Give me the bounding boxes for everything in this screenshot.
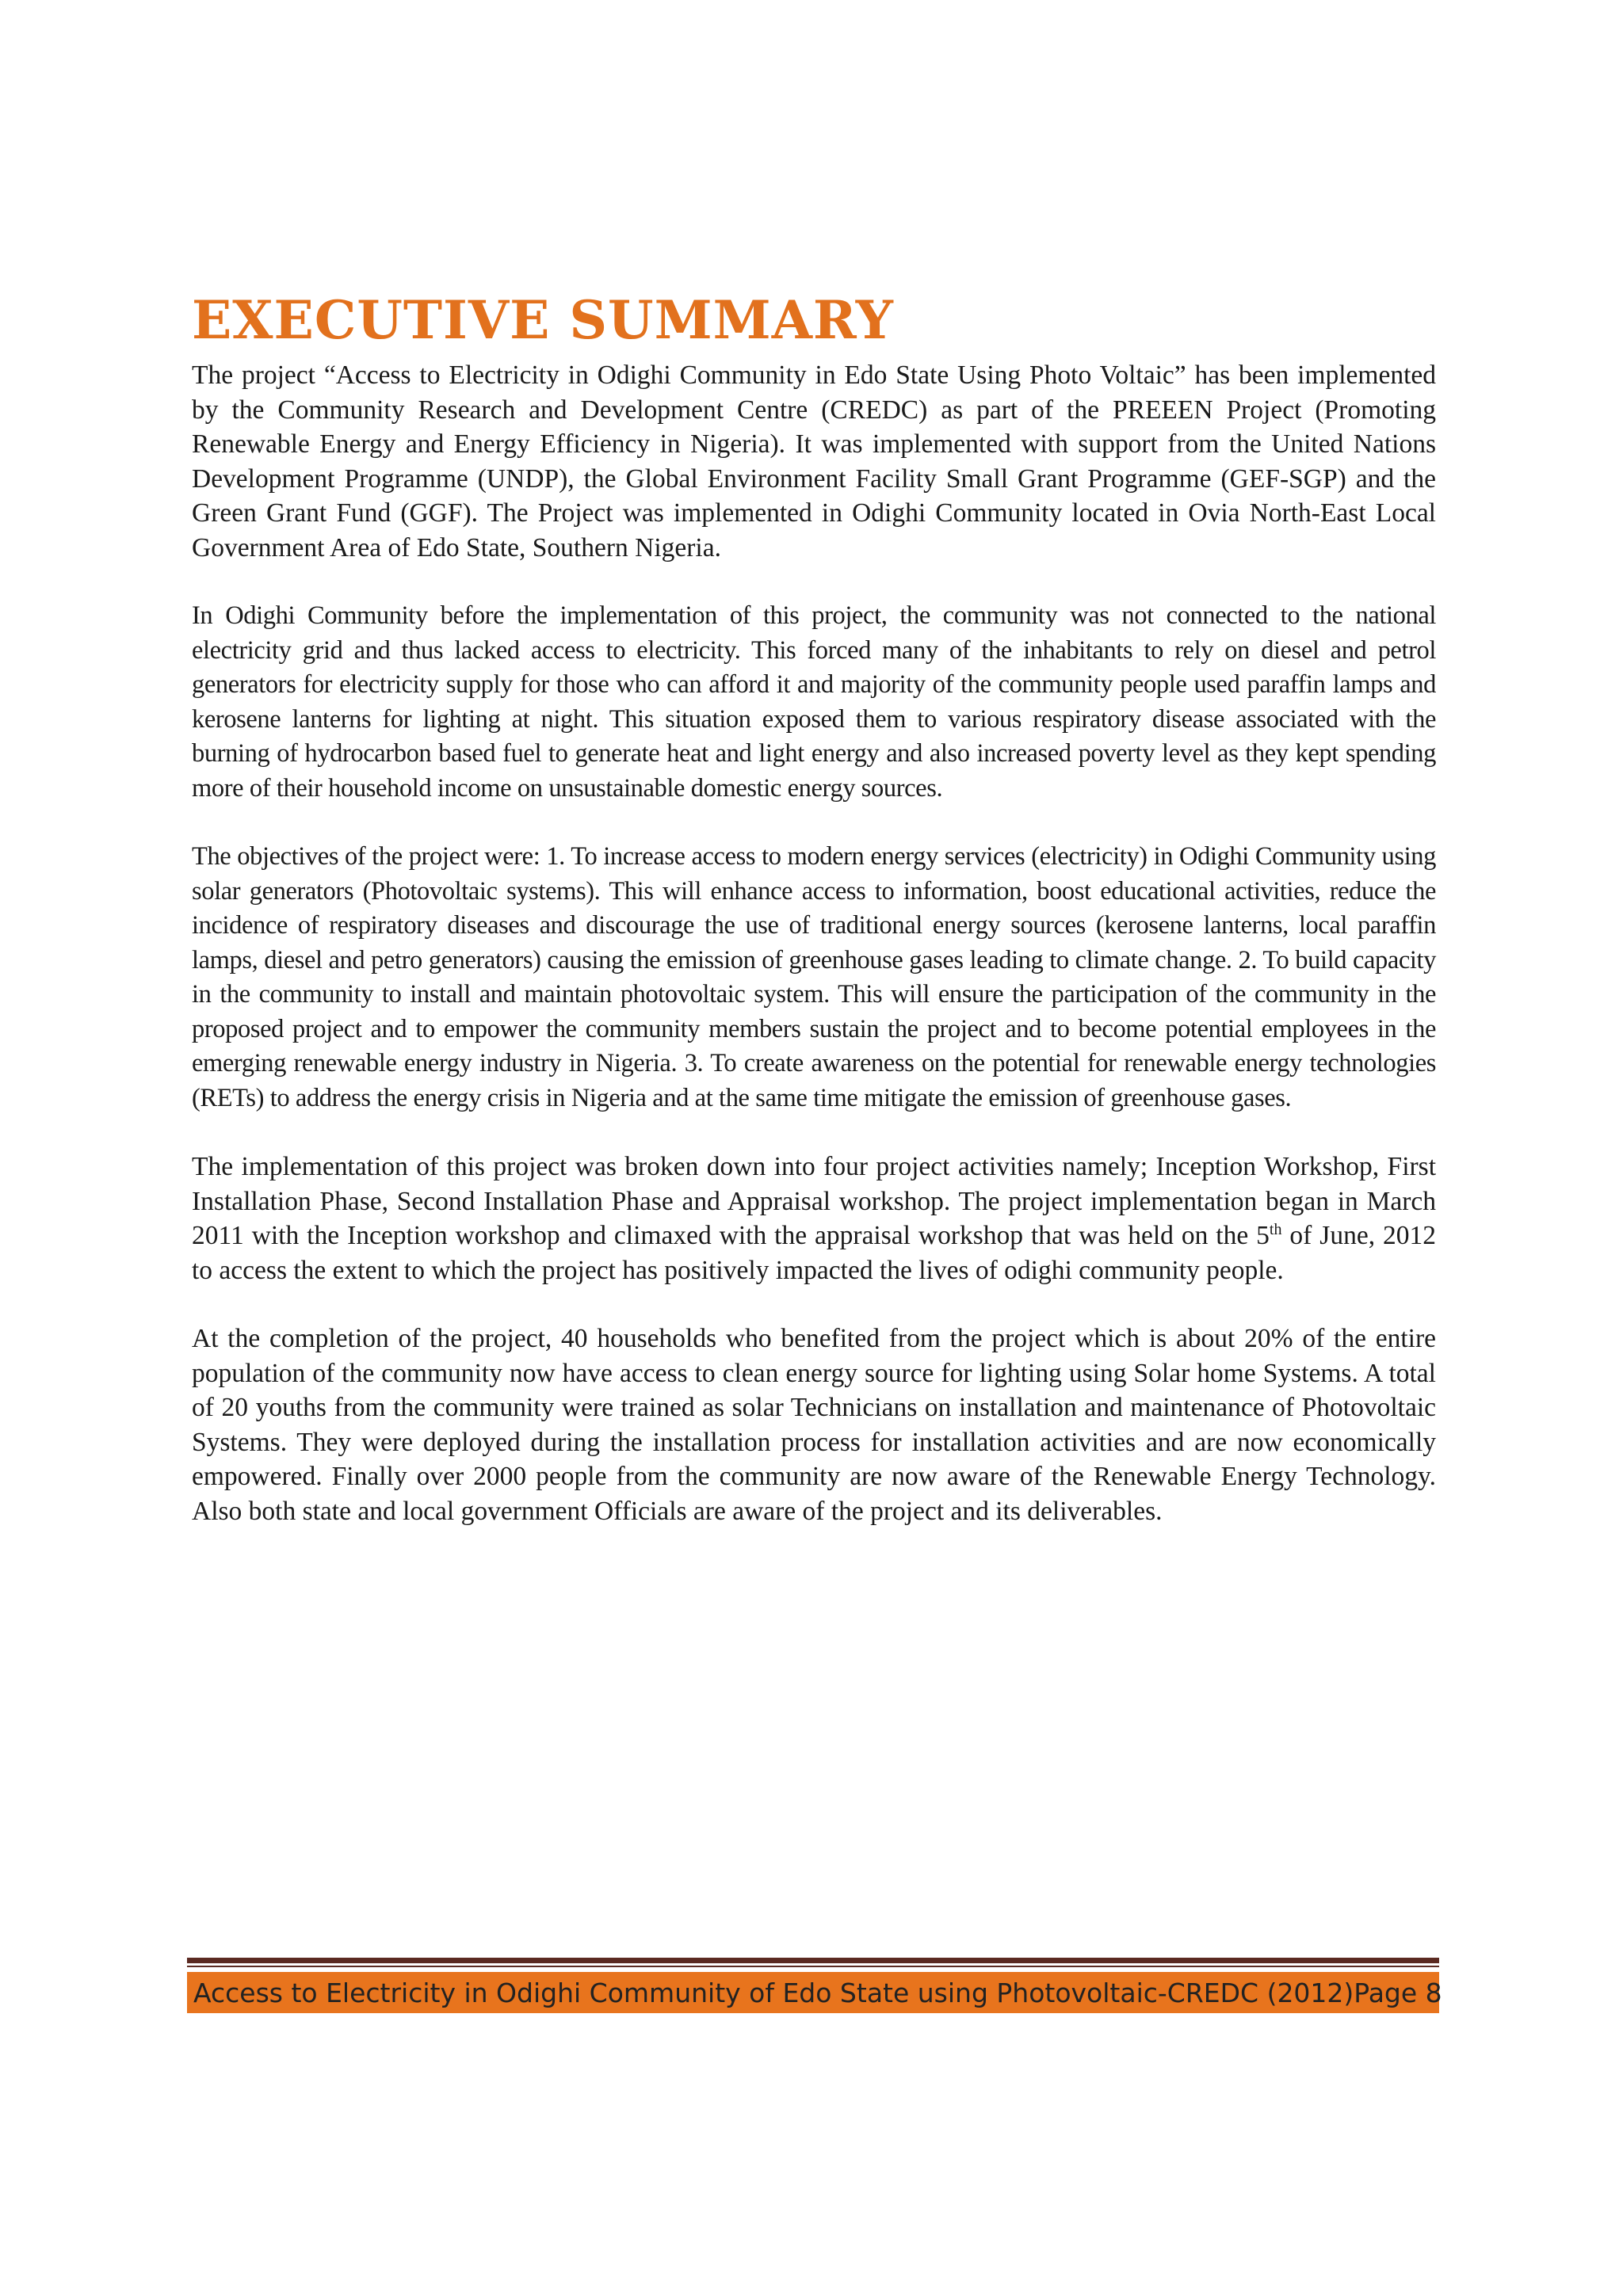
paragraph-outcomes: At the completion of the project, 40 households who benefited from the project which is about 20% of the entire population of the community now have access to clean energy source for lighting using Solar home Systems. A total of 20 youths from the community were trained as solar Technicians on installation and maintenance of Photovoltaic Systems. They were deployed during the installation process for installation activities and are now economically empowered. Finally over 2000 people from the community are now aware of the Renewable Energy Technology. Also both state and local government Officials are aware of the project and its deliverables. — [192, 1324, 1436, 1526]
page-title: EXECUTIVE SUMMARY — [192, 289, 894, 351]
footer-title: Access to Electricity in Odighi Community of Edo State using Photovoltaic-CREDC (2012) — [193, 1977, 1354, 2008]
page-number: Page 8 — [1354, 1977, 1442, 2008]
body-text — [192, 358, 1436, 1562]
paragraph-background: In Odighi Community before the implementation of this project, the community was not connected to the national electricity grid and thus lacked access to electricity. This forced many of the inhabitants to rely on diesel and petrol generators for electricity supply for those who can afford it and majority of the community people used paraffin lamps and kerosene lanterns for lighting at night. This situation exposed them to various respiratory disease associated with the burning of hydrocarbon based fuel to generate heat and light energy and also increased poverty level as they kept spending more of their household income on unsustainable domestic energy sources. — [192, 601, 1436, 803]
ordinal-suffix: th — [1269, 1220, 1282, 1238]
footer-rule — [187, 1958, 1439, 1963]
paragraph-objectives: The objectives of the project were: 1. To increase access to modern energy services (electricity) in Odighi Community using solar generators (Photovoltaic systems). This will enhance access to information, boost educational activities, reduce the incidence of respiratory diseases and discourage the use of traditional energy sources (kerosene lanterns, local paraffin lamps, diesel and petro generators) causing the emission of greenhouse gases leading to climate change. 2. To build capacity in the community to install and maintain photovoltaic system. This will ensure the participation of the community in the proposed project and to empower the community members sustain the project and to become potential employees in the emerging renewable energy industry in Nigeria. 3. To create awareness on the potential for renewable energy technologies (RETs) to address the energy crisis in Nigeria and at the same time mitigate the emission of greenhouse gases. — [192, 842, 1436, 1112]
footer-rule-thin — [187, 1966, 1439, 1967]
paragraph-implementation — [192, 1150, 1436, 1287]
paragraph-implementation-text: The implementation of this project was broken down into four project activities namely; Inception Workshop, First Installation Phase, Second Installation Phase and Appraisal workshop. The project implementation began in March 2011 with the Inception workshop and climaxed with the appraisal workshop that was held on the 5 — [192, 1152, 1436, 1250]
paragraph-implementation-text-end: of June, 2012 to access the extent to which the project has positively impacted the lives of odighi community people. — [192, 1221, 1437, 1285]
paragraph-intro: The project “Access to Electricity in Odighi Community in Edo State Using Photo Voltaic” has been implemented by the Community Research and Development Centre (CREDC) as part of the PREEEN Project (Promoting Renewable Energy and Energy Efficiency in Nigeria). It was implemented with support from the United Nations Development Programme (UNDP), the Global Environment Facility Small Grant Programme (GEF-SGP) and the Green Grant Fund (GGF). The Project was implemented in Odighi Community located in Ovia North-East Local Government Area of Edo State, Southern Nigeria. — [192, 360, 1436, 563]
footer-band — [187, 1972, 1442, 2013]
